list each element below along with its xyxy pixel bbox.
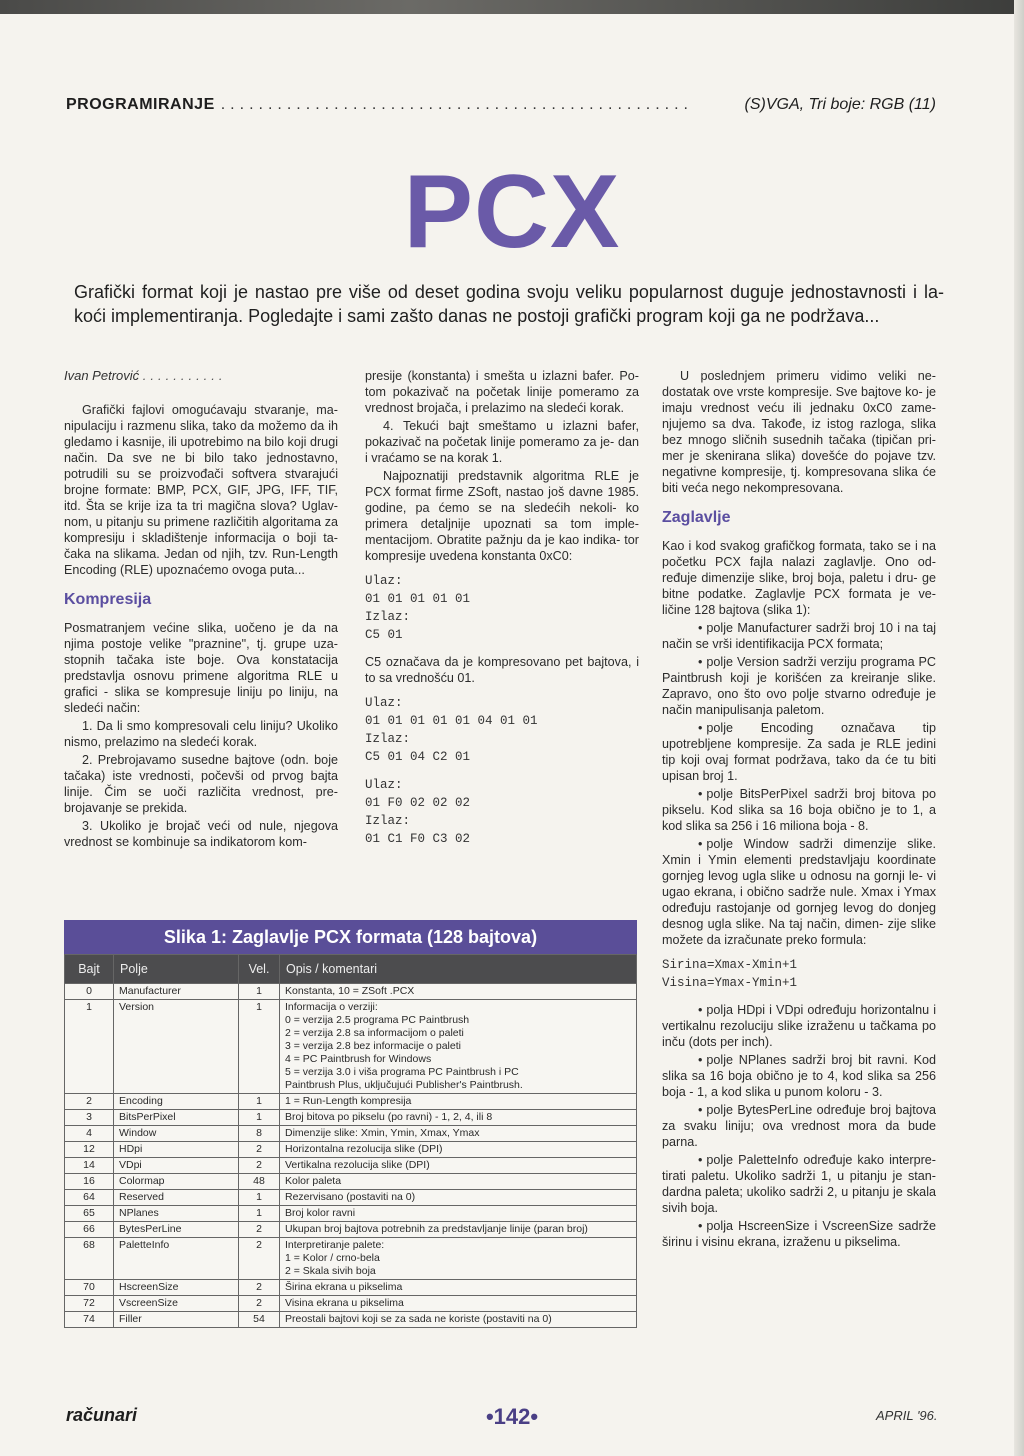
cell-polje: HDpi xyxy=(114,1142,239,1158)
table-row xyxy=(65,984,637,1000)
cell-opis-line: Interpretiranje palete: xyxy=(285,1239,385,1251)
magazine-name: računari xyxy=(66,1405,138,1425)
cell-opis-line: Informacija o verziji: xyxy=(285,1001,378,1013)
cell-polje: HscreenSize xyxy=(114,1280,239,1296)
cell-opis-line: Rezervisano (postaviti na 0) xyxy=(285,1191,416,1203)
paragraph: 1. Da li smo kompresovali celu liniju? Ukoliko nismo, prelazimo na sledeći korak. xyxy=(64,719,338,749)
cell-opis-line: 4 = PC Paintbrush for Windows xyxy=(285,1053,432,1065)
table-row xyxy=(65,1312,637,1328)
cell-opis-line: Paintbrush Plus, uključujući Publisher's Paintbrush. xyxy=(285,1079,523,1091)
cell-polje: Colormap xyxy=(114,1174,239,1190)
cell-vel: 2 xyxy=(239,1238,280,1280)
bullet-item: • polje Manufacturer sadrži broj 10 i na taj način se vrši identifikacija PCX formata; xyxy=(662,621,936,651)
bullet-icon: • xyxy=(698,721,703,735)
byline: Ivan Petrović ........... xyxy=(64,368,227,383)
bullet-item: • polje Window sadrži dimenzije slike. Xmin i Ymin elementi predstavljaju koordinate gornjeg levog ugla slike u odnosu na gornji le- vi ugao ekrana, i obično sadrže nule. Xmax i Ymax određuju rastojanje od gornjeg levog do donjeg desnog ugla slike. Na taj način, dimen- zije slike možete da izračunate preko formula: xyxy=(662,837,936,947)
bullet-item: • polje BitsPerPixel sadrži broj bitova po pikselu. Kod slika sa 16 boja obično je to 1, a kod slika sa 256 i 16 miliona boja - 8. xyxy=(662,787,936,833)
cell-opis xyxy=(280,1142,637,1158)
table-row xyxy=(65,1296,637,1312)
cell-vel: 1 xyxy=(239,1110,280,1126)
author-name: Ivan Petrović xyxy=(64,368,140,383)
bullet-item: • polje BytesPerLine određuje broj bajtova za svaku liniju; ova vrednost mora da bude parna. xyxy=(662,1103,936,1149)
paragraph: Najpoznatiji predstavnik algoritma RLE je PCX format firme ZSoft, nastao još davne 1985. godine, pa ćemo se na sledećih nekoli- ko primera detaljnije upoznati sa tom imple- mentacijom. Obratite pažnju da je kao indika- tor kompresije uvedena konstanta 0xC0: xyxy=(365,469,639,563)
cell-opis xyxy=(280,1094,637,1110)
column-header-vel: Vel. xyxy=(239,955,280,984)
cell-opis xyxy=(280,984,637,1000)
cell-vel: 2 xyxy=(239,1280,280,1296)
cell-opis xyxy=(280,1222,637,1238)
cell-opis-line: 2 = verzija 2.8 sa informacijom o paleti xyxy=(285,1027,464,1039)
cell-opis-line: Broj kolor ravni xyxy=(285,1207,356,1219)
paragraph: Posmatranjem većine slika, uočeno je da na njima postoje velike "praznine", tj. grupe uza- stopnih tačaka iste boje. Ova konstatacija predstavlja osnovu primene algoritma RLE u grafici - slika se kompresuje liniju po liniju, na sledeći način: xyxy=(64,621,338,715)
bullet-item: • polje Encoding označava tip upotrebljene kompresije. Za sada je RLE jedini tip koji ovaj format podržava, tako da će tu biti upisan broj 1. xyxy=(662,721,936,783)
pcx-header-table xyxy=(64,954,637,1328)
cell-bajt: 14 xyxy=(65,1158,114,1174)
cell-polje: PaletteInfo xyxy=(114,1238,239,1280)
cell-polje: NPlanes xyxy=(114,1206,239,1222)
cell-bajt: 4 xyxy=(65,1126,114,1142)
bullet-item: • polje NPlanes sadrži broj bit ravni. Kod slika sa 16 boja obično je to 4, kod slika sa 256 boja - 1, a kod slika u punom koloru - 3. xyxy=(662,1053,936,1099)
series-title: (S)VGA, Tri boje: RGB (11) xyxy=(744,96,936,113)
cell-vel: 2 xyxy=(239,1222,280,1238)
cell-polje: BytesPerLine xyxy=(114,1222,239,1238)
cell-opis xyxy=(280,1312,637,1328)
cell-vel: 1 xyxy=(239,1206,280,1222)
cell-bajt: 2 xyxy=(65,1094,114,1110)
figure-title: Slika 1: Zaglavlje PCX formata (128 bajtova) xyxy=(64,920,637,954)
cell-opis xyxy=(280,1110,637,1126)
article-lead: Grafički format koji je nastao pre više od deset godina svoju veliku popularnost duguje jednostavnosti i la- koći implementiranja. Pogledajte i sami zašto danas ne postoji grafički program koji ga ne podržava... xyxy=(74,282,944,326)
cell-vel: 1 xyxy=(239,1000,280,1094)
subheading-zaglavlje: Zaglavlje xyxy=(662,509,731,526)
cell-polje: VDpi xyxy=(114,1158,239,1174)
cell-vel: 2 xyxy=(239,1158,280,1174)
page-number: •142• xyxy=(485,1404,539,1429)
paragraph: C5 označava da je kompresovano pet bajtova, i to sa vrednošću 01. xyxy=(365,655,639,685)
cell-vel: 1 xyxy=(239,984,280,1000)
cell-opis xyxy=(280,1190,637,1206)
bullet-icon: • xyxy=(698,1219,703,1233)
cell-vel: 2 xyxy=(239,1296,280,1312)
cell-bajt: 65 xyxy=(65,1206,114,1222)
running-header xyxy=(66,96,936,118)
table-row xyxy=(65,1280,637,1296)
table-body xyxy=(65,984,637,1328)
cell-opis-line: Vertikalna rezolucija slike (DPI) xyxy=(285,1159,430,1171)
paragraph: Grafički fajlovi omogućavaju stvaranje, ma- nipulaciju i razmenu slika, tako da možemo da ih gledamo i kasnije, ili upotrebimo na bilo koji drugi način. Da sve ne bi bilo tako jednostavno, potrudili su se proizvođači softvera stvarajući brojne formate: BMP, PCX, GIF, JPG, IFF, TIF, itd. Šta se krije iza ta tri magična slova? Uglav- nom, u pitanju su primene različitih algoritama za kompresiju i skladištenje informacija o boji ta- čaka na slikama. Jedan od njih, tzv. Run-Length Encoding (RLE) upoznaćemo ovoga puta... xyxy=(64,403,338,577)
column-header-polje: Polje xyxy=(114,955,239,984)
cell-polje: Reserved xyxy=(114,1190,239,1206)
paragraph: 4. Tekući bajt smeštamo u izlazni bafer, pokazivač na početak linije pomeramo za je- dan i vraćamo se na korak 1. xyxy=(365,419,639,465)
bullet-item: • polja HDpi i VDpi određuju horizontalnu i vertikalnu rezoluciju slike izraženu u tačkama po inču (dots per inch). xyxy=(662,1003,936,1049)
code-example-1: Ulaz: 01 01 01 01 01 Izlaz: C5 01 xyxy=(365,574,471,642)
paragraph: 2. Prebrojavamo susedne bajtove (odn. boje tačaka) iste vrednosti, počevši od prvog bajta linije. Čim se uoči različita vrednost, pre- brojavanje se prekida. xyxy=(64,753,338,815)
issue-date: APRIL '96. xyxy=(876,1408,938,1423)
bullet-icon: • xyxy=(698,1153,703,1167)
cell-opis-line: Visina ekrana u pikselima xyxy=(285,1297,404,1309)
cell-vel: 1 xyxy=(239,1094,280,1110)
cell-polje: Manufacturer xyxy=(114,984,239,1000)
bullet-item: • polje Version sadrži verziju programa PC Paintbrush koji je korišćen za kreiranje slike. Zapravo, ono što ovo polje stvarno određuje je način manipulisanja paletom. xyxy=(662,655,936,717)
cell-opis-line: Broj bitova po pikselu (po ravni) - 1, 2, 4, ili 8 xyxy=(285,1111,493,1123)
pcx-header-figure xyxy=(64,920,637,1328)
table-row xyxy=(65,1142,637,1158)
cell-opis-line: Širina ekrana u pikselima xyxy=(285,1281,403,1293)
cell-bajt: 72 xyxy=(65,1296,114,1312)
cell-bajt: 16 xyxy=(65,1174,114,1190)
cell-bajt: 0 xyxy=(65,984,114,1000)
cell-bajt: 1 xyxy=(65,1000,114,1094)
cell-opis-line: 5 = verzija 3.0 i viša programa PC Paintbrush i PC xyxy=(285,1066,519,1078)
bullet-icon: • xyxy=(698,1103,703,1117)
cell-vel: 1 xyxy=(239,1190,280,1206)
cell-opis-line: Dimenzije slike: Xmin, Ymin, Xmax, Ymax xyxy=(285,1127,480,1139)
paragraph: 3. Ukoliko je brojač veći od nule, njegova vrednost se kombinuje sa indikatorom kom- xyxy=(64,819,338,849)
bullet-icon: • xyxy=(698,787,703,801)
cell-opis xyxy=(280,1126,637,1142)
column-1 xyxy=(64,368,338,852)
cell-opis-line: 3 = verzija 2.8 bez informacije o paleti xyxy=(285,1040,461,1052)
table-row xyxy=(65,1174,637,1190)
cell-opis xyxy=(280,1280,637,1296)
cell-opis xyxy=(280,1174,637,1190)
cell-opis-line: 1 = Kolor / crno-bela xyxy=(285,1252,380,1264)
cell-polje: Filler xyxy=(114,1312,239,1328)
cell-opis-line: Preostali bajtovi koji se za sada ne koriste (postaviti na 0) xyxy=(285,1313,552,1325)
table-row xyxy=(65,1094,637,1110)
table-row xyxy=(65,1206,637,1222)
cell-opis-line: Ukupan broj bajtova potrebnih za predstavljanje linije (paran broj) xyxy=(285,1223,588,1235)
paragraph: presije (konstanta) i smešta u izlazni bafer. Po- tom pokazivač na početak linije pomeramo za vrednost brojača, i prelazimo na sledeći korak. xyxy=(365,369,639,415)
cell-opis-line: 1 = Run-Length kompresija xyxy=(285,1095,412,1107)
cell-bajt: 12 xyxy=(65,1142,114,1158)
cell-opis-line: 2 = Skala sivih boja xyxy=(285,1265,376,1277)
header-leader-dots: .................................................. xyxy=(220,96,693,113)
bullet-icon: • xyxy=(698,1003,703,1017)
column-header-bajt: Bajt xyxy=(65,955,114,984)
bullet-icon: • xyxy=(698,655,703,669)
table-row xyxy=(65,1126,637,1142)
table-row xyxy=(65,1222,637,1238)
cell-bajt: 74 xyxy=(65,1312,114,1328)
column-3 xyxy=(662,368,936,1252)
column-2 xyxy=(365,368,639,858)
bullet-item: • polja HscreenSize i VscreenSize sadrže širinu i visinu ekrana, izraženu u pikselima. xyxy=(662,1219,936,1249)
bullet-icon: • xyxy=(698,621,703,635)
table-row xyxy=(65,1110,637,1126)
cell-bajt: 70 xyxy=(65,1280,114,1296)
cell-opis xyxy=(280,1158,637,1174)
bullet-item: • polje PaletteInfo određuje kako interpre- tirati paletu. Ukoliko sadrži 1, u pitanju je stan- dardna paleta; ukoliko sadrži 2, u pitanju je skala sivih boja. xyxy=(662,1153,936,1215)
cell-opis xyxy=(280,1238,637,1280)
cell-opis-line: 0 = verzija 2.5 programa PC Paintbrush xyxy=(285,1014,470,1026)
section-label: PROGRAMIRANJE xyxy=(66,96,215,113)
table-row xyxy=(65,1190,637,1206)
cell-vel: 54 xyxy=(239,1312,280,1328)
bullet-icon: • xyxy=(698,1053,703,1067)
cell-bajt: 66 xyxy=(65,1222,114,1238)
cell-opis-line: Konstanta, 10 = ZSoft .PCX xyxy=(285,985,415,997)
cell-vel: 48 xyxy=(239,1174,280,1190)
cell-polje: VscreenSize xyxy=(114,1296,239,1312)
column-header-opis: Opis / komentari xyxy=(280,955,637,984)
cell-bajt: 64 xyxy=(65,1190,114,1206)
table-row xyxy=(65,1000,637,1094)
cell-opis xyxy=(280,1000,637,1094)
table-row xyxy=(65,1238,637,1280)
cell-polje: Encoding xyxy=(114,1094,239,1110)
cell-opis-line: Kolor paleta xyxy=(285,1175,342,1187)
formula-code: Sirina=Xmax-Xmin+1 Visina=Ymax-Ymin+1 xyxy=(662,958,798,990)
code-example-3: Ulaz: 01 F0 02 02 02 Izlaz: 01 C1 F0 C3 02 xyxy=(365,778,471,846)
table-header-row xyxy=(65,955,637,984)
subheading-kompresija: Kompresija xyxy=(64,591,152,608)
code-example-2: Ulaz: 01 01 01 01 01 04 01 01 Izlaz: C5 01 04 C2 01 xyxy=(365,696,538,764)
cell-bajt: 68 xyxy=(65,1238,114,1280)
article-title: PCX xyxy=(403,154,621,270)
cell-polje: BitsPerPixel xyxy=(114,1110,239,1126)
paragraph: Kao i kod svakog grafičkog formata, tako se i na početku PCX fajla nalazi zaglavlje. Ono od- ređuje dimenzije slike, broj boja, paletu i dru- ge bitne podatke. Zaglavlje PCX formata je ve- ličine 128 bajtova (slika 1): xyxy=(662,539,936,617)
bullet-icon: • xyxy=(698,837,703,851)
cell-vel: 8 xyxy=(239,1126,280,1142)
cell-vel: 2 xyxy=(239,1142,280,1158)
cell-polje: Window xyxy=(114,1126,239,1142)
cell-opis xyxy=(280,1206,637,1222)
cell-polje: Version xyxy=(114,1000,239,1094)
table-row xyxy=(65,1158,637,1174)
cell-opis-line: Horizontalna rezolucija slike (DPI) xyxy=(285,1143,443,1155)
cell-bajt: 3 xyxy=(65,1110,114,1126)
cell-opis xyxy=(280,1296,637,1312)
page-top-edge xyxy=(0,0,1024,14)
paragraph: U poslednjem primeru vidimo veliki ne- dostatak ove vrste kompresije. Sve bajtove ko- je imaju vrednost veću ili jednaku 0xC0 zame- njujemo sa dva. Takođe, iz istog razloga, slika bez mnogo sličnih susednih tačaka (tipičan pri- mer je skenirana slika) dovešće do pojave tzv. negativne kompresije, tj. kompresovana slika će biti veća nego nekompresovana. xyxy=(662,369,936,495)
